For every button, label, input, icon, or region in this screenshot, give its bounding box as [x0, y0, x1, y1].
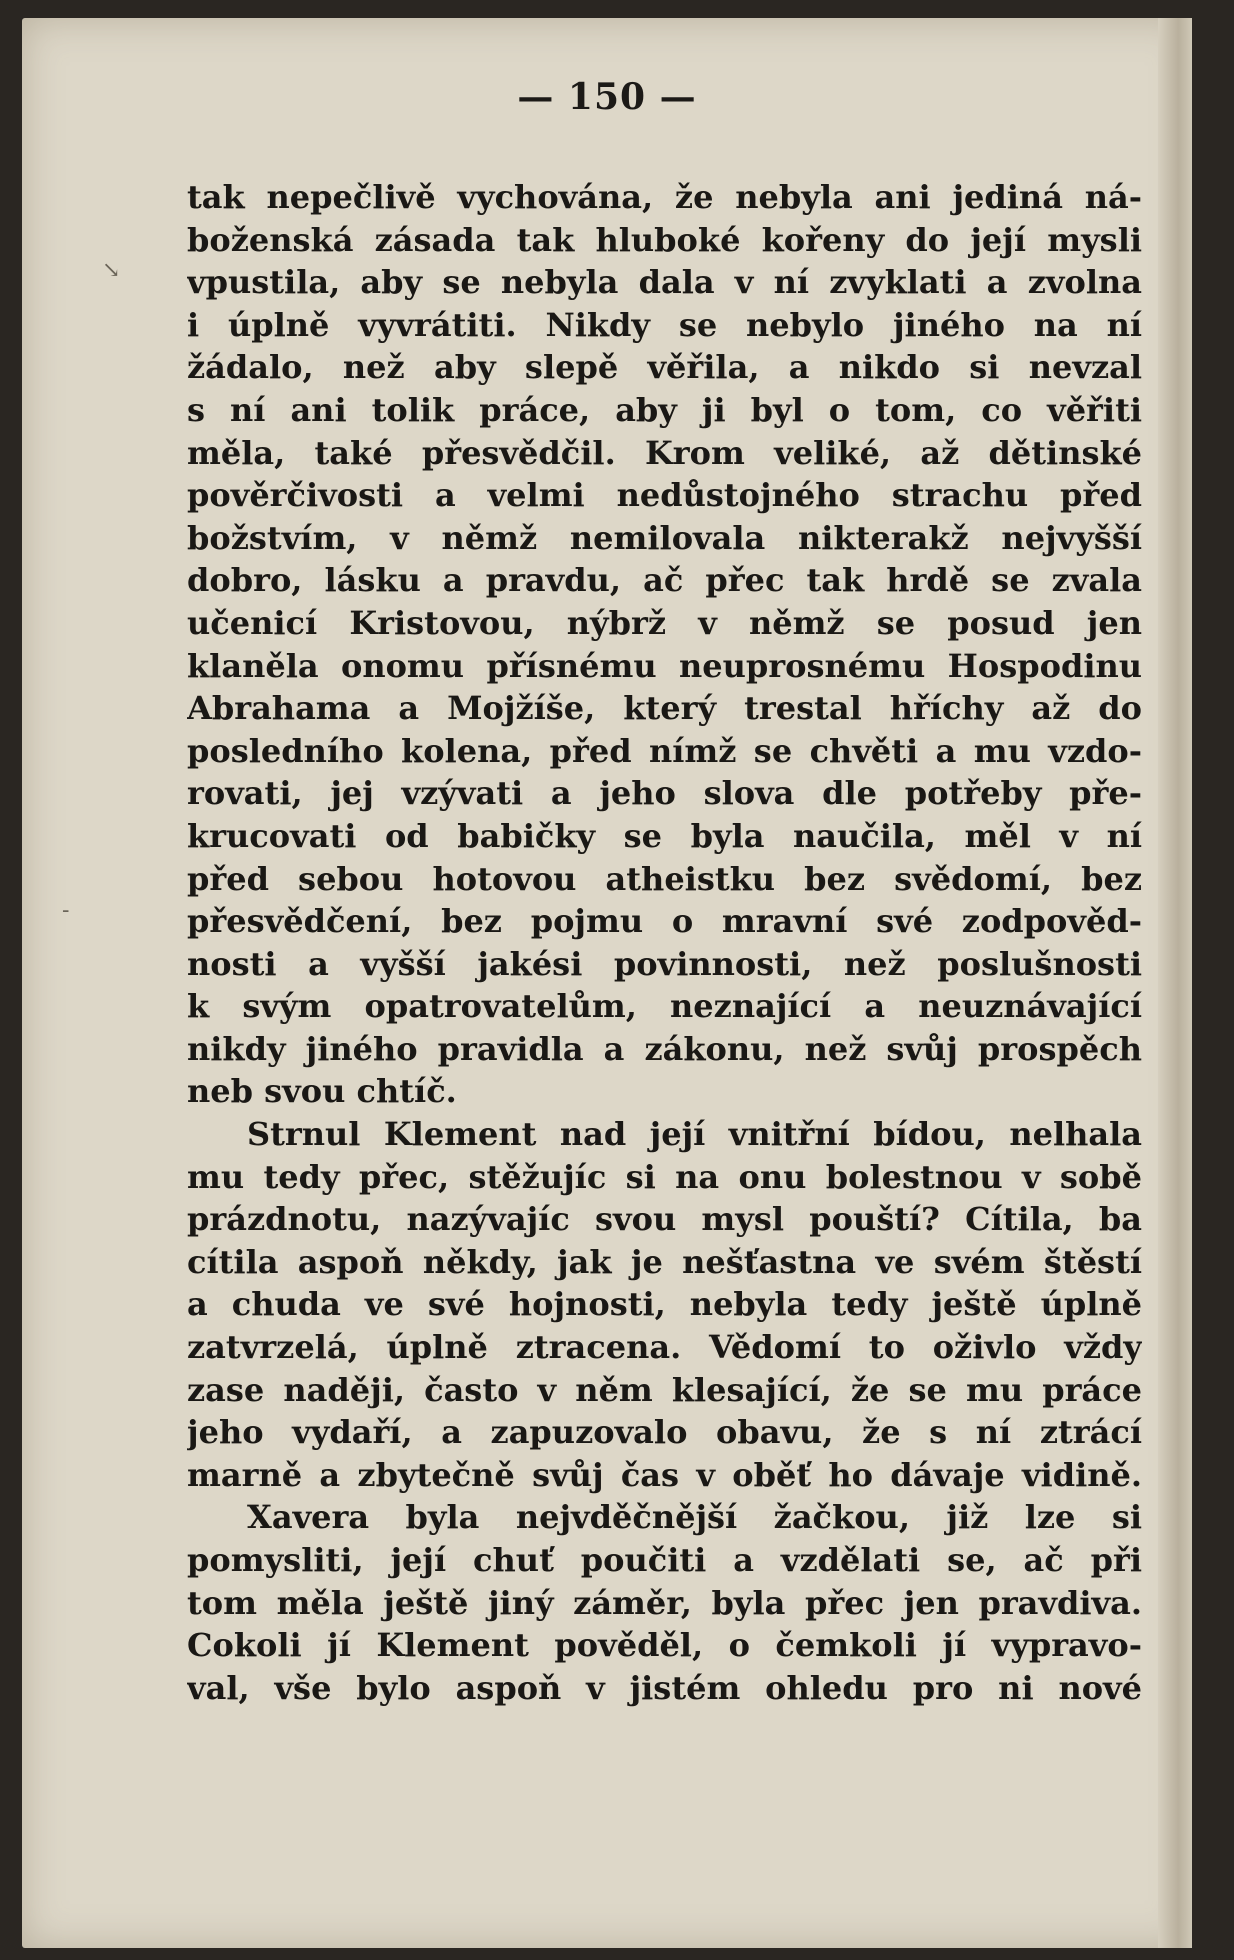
- text-line: val, vše bylo aspoň v jistém ohledu pro ni nové: [187, 1668, 1142, 1707]
- text-line: boženská zásada tak hluboké kořeny do její mysli: [187, 220, 1142, 259]
- text-line: jeho vydaří, a zapuzovalo obavu, že s ní ztrácí: [187, 1413, 1142, 1452]
- text-line: a chuda ve své hojnosti, nebyla tedy ještě úplně: [187, 1285, 1142, 1324]
- margin-mark: ↘: [102, 258, 121, 283]
- page-text: [187, 176, 1142, 1709]
- text-line: Xavera byla nejvděčnější žačkou, již lze si: [247, 1498, 1142, 1537]
- book-spine-shadow: [1158, 18, 1192, 1948]
- text-line: nosti a vyšší jakési povinnosti, než poslušnosti: [187, 944, 1142, 983]
- text-line: Cokoli jí Klement pověděl, o čemkoli jí vypravo-: [187, 1626, 1142, 1665]
- text-line: marně a zbytečně svůj čas v oběť ho dávaje vidině.: [187, 1455, 1142, 1494]
- book-page: [22, 18, 1192, 1948]
- text-line: pomysliti, její chuť poučiti a vzdělati se, ač při: [187, 1541, 1142, 1579]
- text-line: přesvědčení, bez pojmu o mravní své zodpověd-: [187, 902, 1142, 941]
- text-line: tom měla ještě jiný záměr, byla přec jen pravdivа.: [187, 1583, 1142, 1622]
- page-number: — 150 —: [517, 76, 697, 118]
- text-line: zase naději, často v něm klesající, že se mu práce: [187, 1370, 1142, 1409]
- text-line: cítila aspoň někdy, jak je nešťastna ve svém štěstí: [187, 1242, 1142, 1281]
- text-line: žádalo, než aby slepě věřila, a nikdo si nevzal: [187, 348, 1142, 387]
- text-line: klaněla onomu přísnému neuprosnému Hospodinu: [187, 646, 1142, 685]
- text-line: učenicí Kristovou, nýbrž v němž se posud jen: [187, 603, 1142, 642]
- text-line: posledního kolena, před nímž se chvěti a mu vzdo-: [187, 731, 1142, 770]
- text-line: zatvrzelá, úplně ztracena. Vědomí to oživlo vždy: [187, 1328, 1142, 1367]
- text-line: božstvím, v němž nemilovala nikterakž nejvyšší: [187, 518, 1142, 557]
- text-line: krucovati od babičky se byla naučila, měl v ní: [187, 816, 1142, 855]
- text-line: pověrčivosti a velmi nedůstojného strachu před: [187, 476, 1142, 515]
- text-line: Strnul Klement nad její vnitřní bídou, nelhala: [247, 1115, 1142, 1154]
- text-line: rovati, jej vzývati a jeho slova dle potřeby pře-: [187, 774, 1142, 813]
- text-line: měla, také přesvědčil. Krom veliké, až dětinské: [187, 433, 1142, 472]
- text-line: k svým opatrovatelům, neznající a neuznávající: [187, 987, 1142, 1026]
- text-line: Abrahama a Mojžíše, který trestal hříchy až do: [187, 689, 1142, 728]
- text-line: tak nepečlivě vychována, že nebyla ani jediná ná-: [187, 178, 1142, 216]
- text-line: před sebou hotovou atheistku bez svědomí, bez: [187, 859, 1142, 898]
- text-line: vpustila, aby se nebyla dala v ní zvyklati a zvolna: [187, 263, 1142, 302]
- text-line: dobro, lásku a pravdu, ač přec tak hrdě se zvala: [187, 561, 1142, 600]
- text-line: s ní ani tolik práce, aby ji byl o tom, co věřiti: [187, 390, 1142, 429]
- margin-dot: -: [62, 898, 70, 923]
- text-line: nikdy jiného pravidla a zákonu, než svůj prospěch: [187, 1029, 1142, 1068]
- text-line: neb svou chtíč.: [187, 1072, 457, 1111]
- text-line: mu tedy přec, stěžujíc si na onu bolestnou v sobě: [187, 1157, 1142, 1196]
- text-line: i úplně vyvrátiti. Nikdy se nebylo jiného na ní: [187, 305, 1142, 344]
- text-line: prázdnotu, nazývajíc svou mysl pouští? Cítila, ba: [187, 1200, 1142, 1239]
